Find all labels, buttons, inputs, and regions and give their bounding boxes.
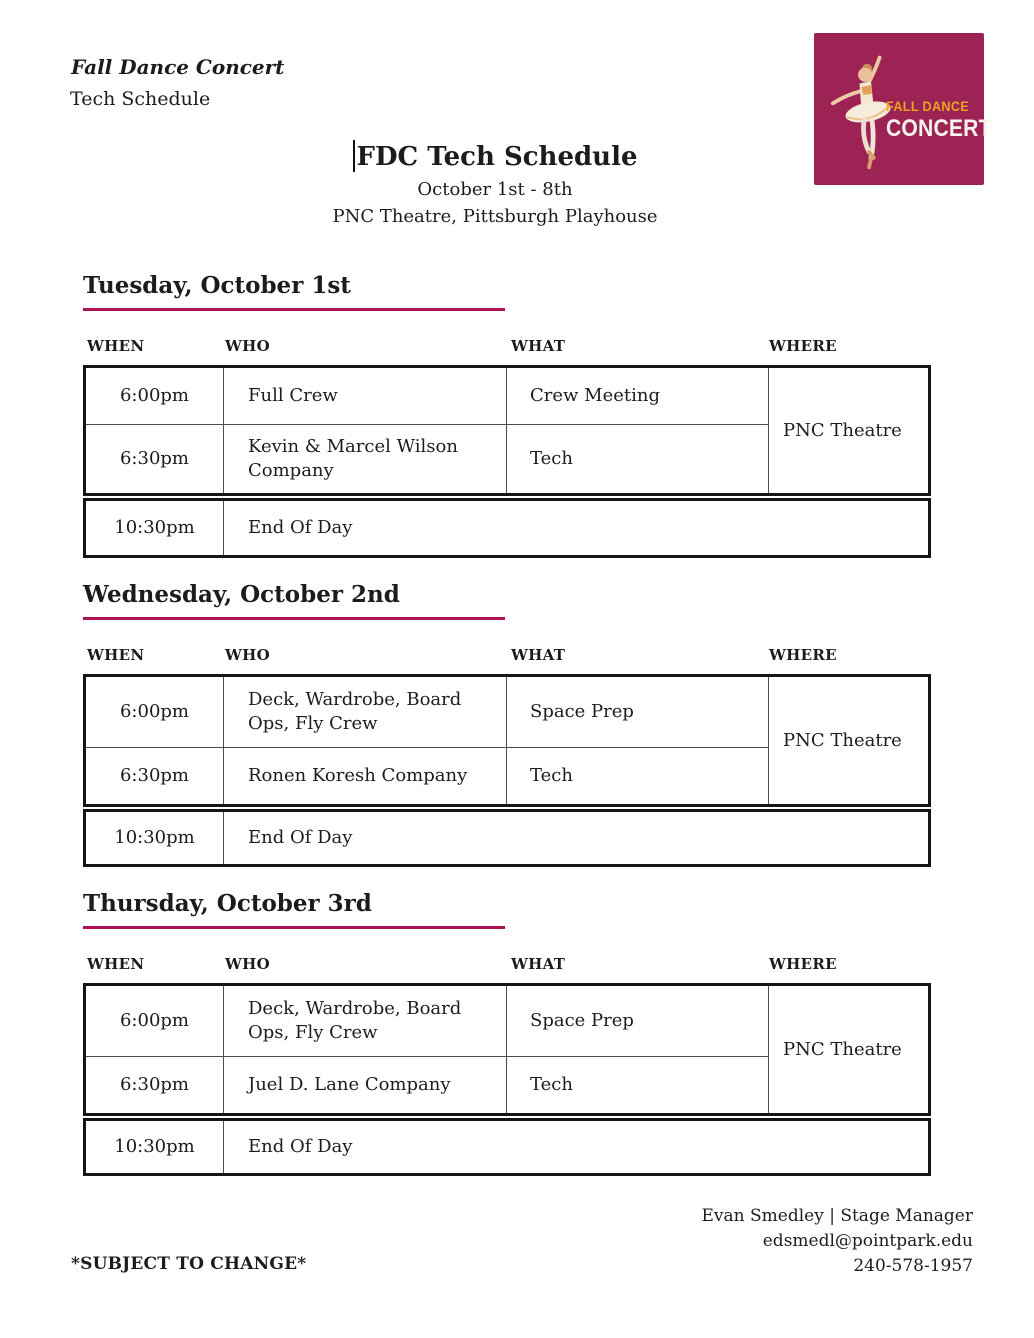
page-title-text: FDC Tech Schedule <box>356 142 638 172</box>
who-cell: Ronen Koresh Company <box>224 748 507 806</box>
date-range: October 1st - 8th <box>417 179 573 200</box>
logo-text <box>886 99 1006 143</box>
end-of-day-cell: End Of Day <box>224 1120 930 1175</box>
col-header-where: WHERE <box>769 646 837 664</box>
who-cell: Deck, Wardrobe, Board Ops, Fly Crew <box>224 985 507 1057</box>
col-header-who: WHO <box>225 646 270 664</box>
when-cell: 6:00pm <box>85 367 224 425</box>
subject-to-change-note: *SUBJECT TO CHANGE* <box>71 1254 307 1274</box>
who-cell: Kevin & Marcel Wilson Company <box>224 425 507 495</box>
what-cell: Space Prep <box>507 676 769 748</box>
text-cursor <box>353 140 355 172</box>
col-header-what: WHAT <box>511 955 566 973</box>
corner-title: Fall Dance Concert <box>71 55 285 79</box>
schedule-table <box>83 365 931 496</box>
end-of-day-cell: End Of Day <box>224 500 930 557</box>
schedule-table <box>83 983 931 1116</box>
col-header-when: WHEN <box>87 955 145 973</box>
stage-manager-name: Evan Smedley | Stage Manager <box>701 1206 973 1226</box>
what-cell: Tech <box>507 1057 769 1115</box>
table-row <box>85 1120 930 1175</box>
day-section-thursday <box>83 890 928 1176</box>
where-cell: PNC Theatre <box>769 367 930 495</box>
what-cell: Tech <box>507 425 769 495</box>
what-cell: Tech <box>507 748 769 806</box>
what-cell: Crew Meeting <box>507 367 769 425</box>
stage-manager-phone: 240-578-1957 <box>853 1256 973 1276</box>
who-cell: Juel D. Lane Company <box>224 1057 507 1115</box>
who-cell: Full Crew <box>224 367 507 425</box>
col-header-where: WHERE <box>769 955 837 973</box>
table-row <box>85 811 930 866</box>
where-cell: PNC Theatre <box>769 985 930 1115</box>
day-heading: Tuesday, October 1st <box>83 272 505 311</box>
table-column-headers <box>83 646 928 666</box>
end-of-day-cell: End Of Day <box>224 811 930 866</box>
table-row <box>85 985 930 1057</box>
when-cell: 10:30pm <box>85 500 224 557</box>
table-row <box>85 500 930 557</box>
day-section-tuesday <box>83 272 928 558</box>
col-header-when: WHEN <box>87 337 145 355</box>
schedule-table <box>83 674 931 807</box>
end-of-day-table <box>83 809 931 867</box>
logo-line1: FALL DANCE <box>886 99 970 114</box>
what-cell: Space Prep <box>507 985 769 1057</box>
table-row <box>85 367 930 425</box>
col-header-when: WHEN <box>87 646 145 664</box>
end-of-day-table <box>83 498 931 558</box>
fall-dance-concert-logo <box>814 33 992 185</box>
day-heading: Wednesday, October 2nd <box>83 581 505 620</box>
logo-line2: CONCERT <box>886 115 992 142</box>
when-cell: 6:30pm <box>85 1057 224 1115</box>
col-header-who: WHO <box>225 337 270 355</box>
col-header-where: WHERE <box>769 337 837 355</box>
corner-subtitle: Tech Schedule <box>70 88 211 110</box>
end-of-day-table <box>83 1118 931 1176</box>
contact-block <box>701 1204 973 1279</box>
venue-line: PNC Theatre, Pittsburgh Playhouse <box>332 206 658 227</box>
col-header-who: WHO <box>225 955 270 973</box>
when-cell: 6:30pm <box>85 425 224 495</box>
where-cell: PNC Theatre <box>769 676 930 806</box>
day-section-wednesday <box>83 581 928 867</box>
when-cell: 6:00pm <box>85 985 224 1057</box>
when-cell: 10:30pm <box>85 811 224 866</box>
when-cell: 6:00pm <box>85 676 224 748</box>
col-header-what: WHAT <box>511 337 566 355</box>
table-column-headers <box>83 955 928 975</box>
day-heading: Thursday, October 3rd <box>83 890 505 929</box>
when-cell: 10:30pm <box>85 1120 224 1175</box>
table-column-headers <box>83 337 928 357</box>
table-row <box>85 676 930 748</box>
who-cell: Deck, Wardrobe, Board Ops, Fly Crew <box>224 676 507 748</box>
col-header-what: WHAT <box>511 646 566 664</box>
stage-manager-email: edsmedl@pointpark.edu <box>762 1231 973 1251</box>
when-cell: 6:30pm <box>85 748 224 806</box>
